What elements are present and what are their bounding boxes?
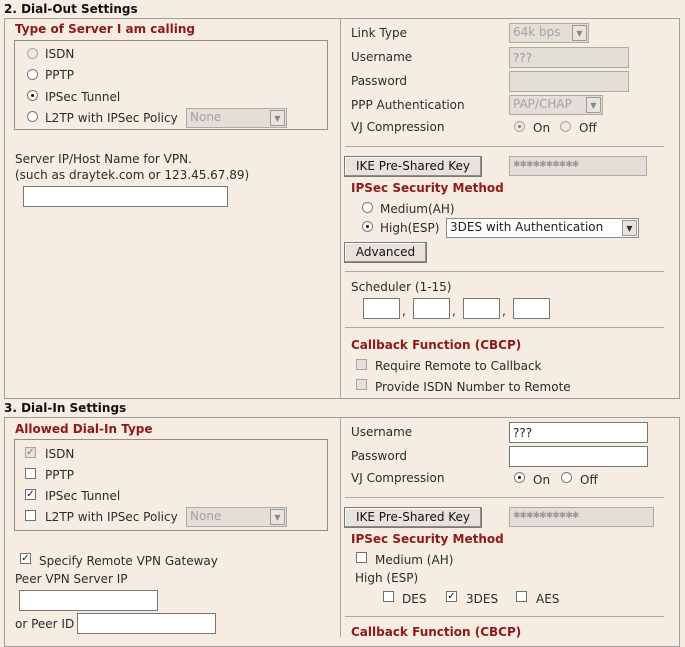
dial-in-vj-on-radio[interactable] [514, 472, 525, 483]
chevron-down-icon: ▼ [270, 110, 285, 126]
high-esp-value: 3DES with Authentication [450, 220, 604, 234]
dial-in-vj-label: VJ Compression [351, 471, 445, 485]
provide-isdn-label: Provide ISDN Number to Remote [375, 380, 571, 394]
ppp-auth-select[interactable] [509, 95, 603, 115]
scheduler-input-1[interactable] [363, 298, 400, 319]
3des-checkbox[interactable]: ✓ [447, 591, 456, 602]
allowed-l2tp-label: L2TP with IPSec Policy [45, 510, 178, 524]
advanced-button[interactable]: Advanced [344, 242, 427, 263]
allowed-l2tp-policy-select[interactable] [186, 507, 287, 527]
comma: , [502, 304, 506, 318]
scheduler-label: Scheduler (1-15) [351, 280, 452, 294]
vj-compression-label: VJ Compression [351, 120, 445, 134]
radio-isdn-label: ISDN [45, 47, 75, 61]
divider [345, 271, 664, 272]
ike-key-field[interactable]: ✱✱✱✱✱✱✱✱✱✱ [509, 156, 647, 176]
peer-ip-input[interactable] [19, 590, 158, 611]
require-callback-label: Require Remote to Callback [375, 359, 542, 373]
high-esp-label: High(ESP) [380, 221, 440, 235]
high-esp-select[interactable] [446, 218, 639, 238]
callback-title: Callback Function (CBCP) [351, 338, 522, 352]
allowed-isdn-checkbox[interactable]: ✓ [26, 447, 35, 458]
dial-in-vj-off-label: Off [580, 473, 598, 487]
dial-in-username-label: Username [351, 425, 413, 439]
dial-in-ike-button[interactable]: IKE Pre-Shared Key [344, 507, 482, 528]
server-ip-example: (such as draytek.com or 123.45.67.89) [15, 168, 250, 182]
specify-gateway-checkbox[interactable]: ✓ [21, 553, 30, 564]
link-type-value: 64k bps [513, 25, 561, 39]
radio-l2tp[interactable] [27, 111, 38, 122]
allowed-ipsec-checkbox[interactable]: ✓ [26, 489, 35, 500]
vj-on-label: On [533, 121, 551, 135]
require-callback-checkbox[interactable] [356, 359, 367, 370]
radio-pptp-label: PPTP [45, 68, 75, 82]
radio-ipsec-tunnel[interactable] [27, 90, 38, 101]
dial-in-password-label: Password [351, 449, 408, 463]
divider [345, 146, 664, 147]
allowed-type-title: Allowed Dial-In Type [15, 422, 153, 436]
high-esp-radio[interactable] [362, 221, 373, 232]
link-type-label: Link Type [351, 26, 407, 40]
vj-off-radio[interactable] [560, 121, 571, 132]
ppp-auth-value: PAP/CHAP [513, 97, 572, 111]
chevron-down-icon: ▼ [572, 25, 587, 41]
radio-pptp[interactable] [27, 69, 38, 80]
medium-ah-label: Medium(AH) [380, 202, 455, 216]
username-label: Username [351, 50, 413, 64]
allowed-ipsec-label: IPSec Tunnel [45, 489, 121, 503]
divider [345, 497, 664, 498]
chevron-down-icon: ▼ [270, 509, 285, 525]
dial-out-section-title: 2. Dial-Out Settings [4, 2, 138, 16]
comma: , [402, 304, 406, 318]
dial-in-divider [340, 417, 341, 637]
dial-in-section-title: 3. Dial-In Settings [4, 401, 127, 415]
3des-label: 3DES [466, 592, 499, 606]
des-label: DES [402, 592, 427, 606]
dial-in-username-input[interactable] [509, 422, 648, 443]
peer-id-input[interactable] [77, 613, 216, 634]
des-checkbox[interactable] [383, 591, 394, 602]
aes-label: AES [536, 592, 560, 606]
allowed-l2tp-policy-value: None [190, 509, 222, 523]
medium-ah-radio[interactable] [362, 202, 373, 213]
vj-on-radio[interactable] [514, 121, 525, 132]
scheduler-input-4[interactable] [513, 298, 550, 319]
allowed-isdn-label: ISDN [45, 447, 75, 461]
dial-in-medium-checkbox[interactable] [356, 552, 367, 563]
peer-ip-label: Peer VPN Server IP [15, 572, 128, 586]
allowed-l2tp-checkbox[interactable] [25, 510, 36, 521]
peer-id-label: or Peer ID [15, 617, 75, 631]
server-type-title: Type of Server I am calling [15, 22, 195, 36]
username-input[interactable] [509, 47, 629, 68]
dial-in-callback-title: Callback Function (CBCP) [351, 625, 522, 639]
server-ip-input[interactable] [23, 186, 228, 207]
dial-in-ike-key-field[interactable]: ✱✱✱✱✱✱✱✱✱✱ [509, 507, 654, 527]
aes-checkbox[interactable] [516, 591, 527, 602]
provide-isdn-checkbox[interactable] [356, 379, 367, 390]
comma: , [452, 304, 456, 318]
dial-in-password-input[interactable] [509, 446, 648, 467]
chevron-down-icon: ▼ [622, 220, 637, 236]
server-ip-label: Server IP/Host Name for VPN. [15, 152, 192, 166]
specify-gateway-label: Specify Remote VPN Gateway [39, 554, 218, 568]
divider [345, 327, 664, 328]
password-input[interactable] [509, 71, 629, 92]
radio-ipsec-tunnel-label: IPSec Tunnel [45, 90, 121, 104]
dial-out-divider [340, 18, 341, 399]
dial-in-vj-off-radio[interactable] [561, 472, 572, 483]
password-label: Password [351, 74, 408, 88]
ipsec-method-title: IPSec Security Method [351, 181, 504, 195]
scheduler-input-3[interactable] [463, 298, 500, 319]
divider [345, 616, 664, 617]
radio-isdn[interactable] [27, 48, 38, 59]
ppp-auth-label: PPP Authentication [351, 98, 465, 112]
dial-in-ipsec-title: IPSec Security Method [351, 532, 504, 546]
allowed-pptp-label: PPTP [45, 468, 75, 482]
vj-off-label: Off [579, 121, 597, 135]
dial-in-high-label: High (ESP) [355, 571, 419, 585]
l2tp-policy-select[interactable] [186, 108, 287, 128]
ike-pre-shared-key-button[interactable]: IKE Pre-Shared Key [344, 156, 482, 177]
radio-l2tp-label: L2TP with IPSec Policy [45, 111, 178, 125]
chevron-down-icon: ▼ [586, 97, 601, 113]
dial-in-vj-on-label: On [533, 473, 551, 487]
l2tp-policy-value: None [190, 110, 222, 124]
scheduler-input-2[interactable] [413, 298, 450, 319]
link-type-select[interactable] [509, 23, 589, 43]
allowed-pptp-checkbox[interactable] [25, 468, 36, 479]
dial-in-medium-label: Medium (AH) [375, 553, 454, 567]
